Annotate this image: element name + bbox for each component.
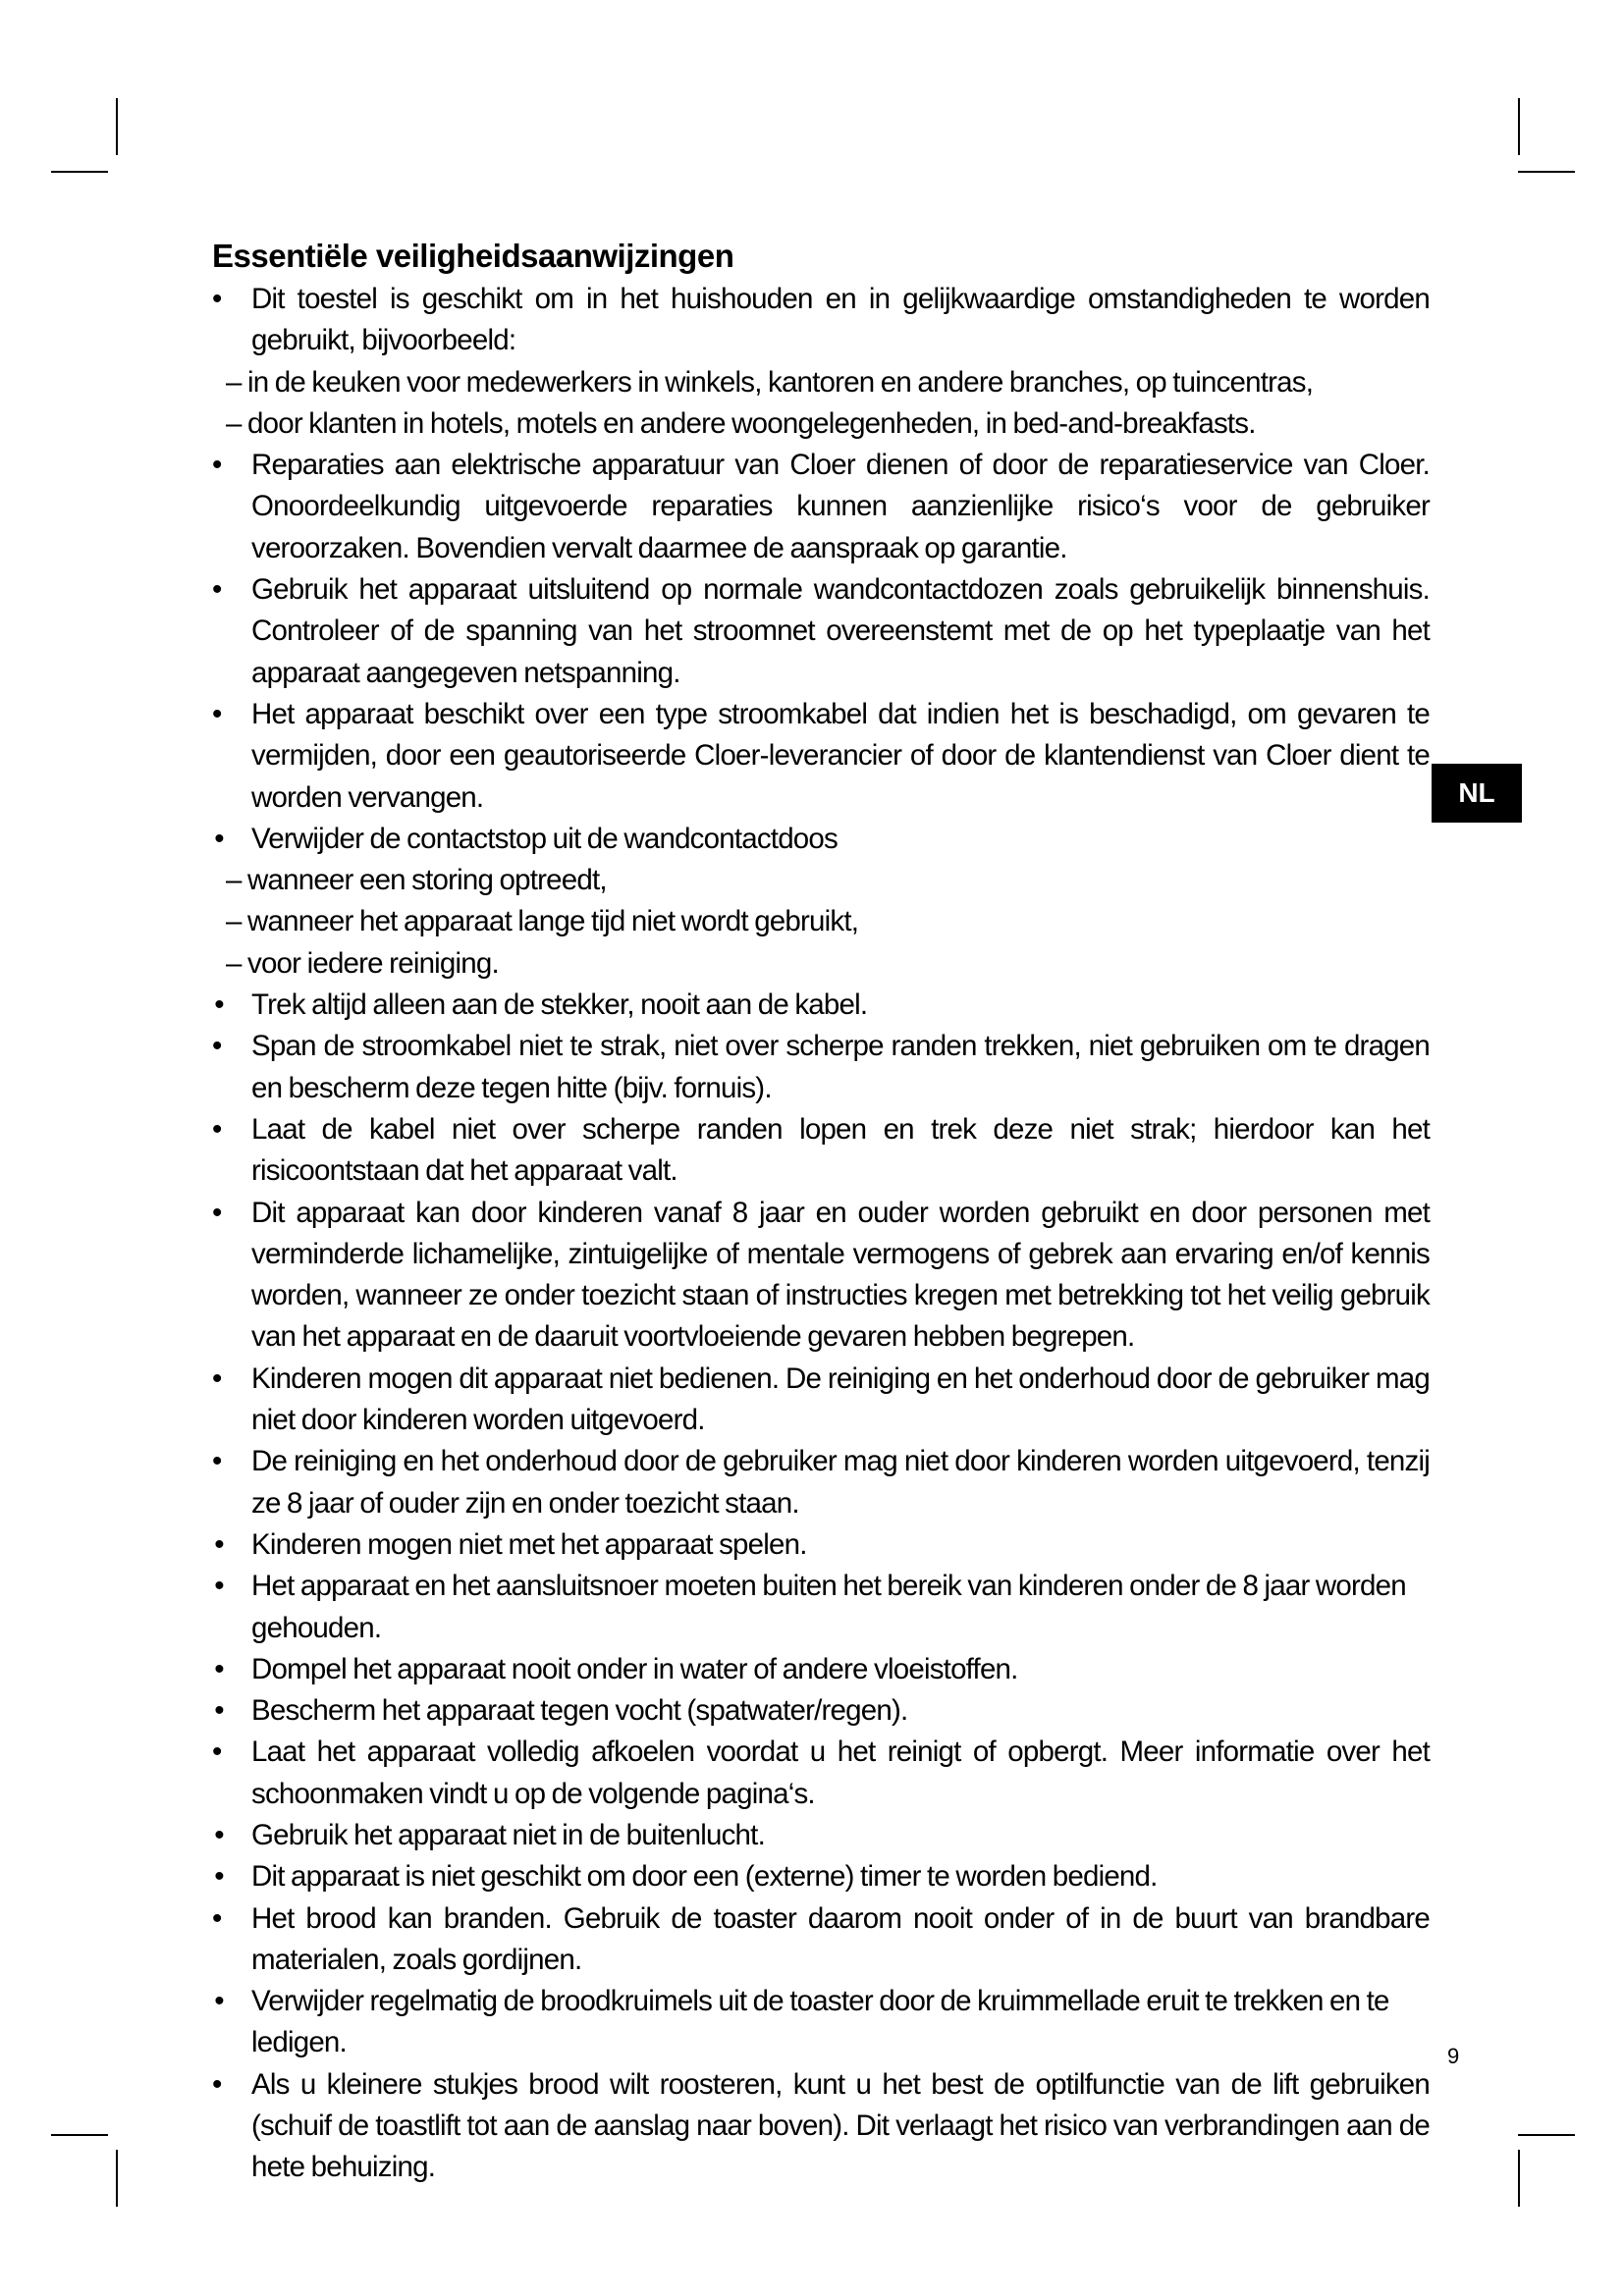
section-heading: Essentiële veiligheidsaanwijzingen (212, 238, 734, 274)
bullet-text: Gebruik het apparaat uitsluitend op normale wandcontactdozen zoals gebruikelijk binnenshuis. Controleer of de spanning van het stroomnet overeenstemt met de op het typeplaatje van het apparaat aangegeven netspanning. (251, 573, 1430, 689)
bullet-text: Het apparaat beschikt over een type stroomkabel dat indien het is beschadigd, om gevaren te vermijden, door een geautoriseerde Cloer-leverancier of door de klantendienst van Cloer dient te worden vervangen. (251, 697, 1430, 814)
bullet-item (212, 819, 1430, 860)
bullet-item (212, 2064, 1430, 2189)
bullet-text: Kinderen mogen niet met het apparaat spelen. (251, 1527, 807, 1561)
crop-mark (116, 2150, 118, 2207)
dash-item: – voor iedere reiniging. (226, 946, 499, 980)
bullet-marker: • (214, 822, 224, 855)
bullet-text: Dompel het apparaat nooit onder in water of andere vloeistoffen. (251, 1652, 1018, 1685)
bullet-item (212, 1193, 1430, 1359)
bullet-item (212, 1981, 1430, 2064)
bullet-item (212, 1109, 1430, 1193)
bullet-marker: • (214, 1527, 224, 1561)
bullet-marker: • (214, 1985, 224, 2018)
bullet-item (212, 1441, 1430, 1524)
bullet-marker: • (212, 1901, 222, 1935)
crop-mark (1518, 98, 1520, 155)
dash-item: – wanneer het apparaat lange tijd niet wordt gebruikt, (226, 905, 859, 938)
bullet-marker: • (212, 449, 222, 482)
bullet-text: Reparaties aan elektrische apparatuur van Cloer dienen of door de reparatieservice van Cloer. Onoordeelkundig uitgevoerde reparaties kunnen aanzienlijke risico‘s voor de gebruiker veroorzaken. Bovendien vervalt daarmee de aanspraak op garantie. (251, 449, 1430, 564)
bullet-text: Gebruik het apparaat niet in de buitenlucht. (251, 1818, 765, 1851)
bullet-marker: • (214, 988, 224, 1022)
bullet-item (212, 279, 1430, 362)
bullet-marker: • (214, 1652, 224, 1685)
bullet-marker: • (212, 1030, 222, 1063)
bullet-marker: • (214, 1818, 224, 1851)
language-tab: NL (1432, 764, 1522, 823)
bullet-item (212, 1898, 1430, 1982)
crop-mark (1518, 2134, 1575, 2136)
bullet-item (212, 1566, 1430, 1649)
bullet-text: Bescherm het apparaat tegen vocht (spatwater/regen). (251, 1694, 908, 1728)
bullet-item (212, 1026, 1430, 1109)
dash-item: – door klanten in hotels, motels en andere woongelegenheden, in bed-and-breakfasts. (226, 406, 1256, 440)
bullet-marker: • (212, 573, 222, 607)
bullet-item (212, 1649, 1430, 1690)
bullet-marker: • (214, 1570, 224, 1603)
crop-mark (51, 171, 108, 173)
bullet-marker: • (212, 1445, 222, 1478)
bullet-marker: • (214, 1860, 224, 1894)
bullet-text: Het apparaat en het aansluitsnoer moeten buiten het bereik van kinderen onder de 8 jaar worden gehouden. (251, 1570, 1406, 1644)
bullet-text: Dit apparaat kan door kinderen vanaf 8 jaar en ouder worden gebruikt en door personen met verminderde lichamelijke, zintuigelijke of mentale vermogens of gebrek aan ervaring en/of kennis worden, wanneer ze onder toezicht staan of instructies kregen met betrekking tot het veilig gebruik van het apparaat en de daaruit voortvloeiende gevaren hebben begrepen. (251, 1196, 1430, 1354)
bullet-text: Dit toestel is geschikt om in het huishouden en in gelijkwaardige omstandigheden te worden gebruikt, bijvoorbeeld: (251, 283, 1430, 357)
bullet-text: Dit apparaat is niet geschikt om door een (externe) timer te worden bediend. (251, 1860, 1158, 1894)
bullet-text: Verwijder de contactstop uit de wandcontactdoos (251, 822, 838, 855)
crop-mark (1518, 2150, 1520, 2207)
bullet-marker: • (212, 2067, 222, 2101)
crop-mark (116, 98, 118, 155)
bullet-text: Kinderen mogen dit apparaat niet bedienen. De reiniging en het onderhoud door de gebruiker mag niet door kinderen worden uitgevoerd. (251, 1362, 1430, 1437)
bullet-text: Als u kleinere stukjes brood wilt roosteren, kunt u het best de optilfunctie van de lift gebruiken (schuif de toastlift tot aan de aanslag naar boven). Dit verlaagt het risico van verbrandingen aan de hete behuizing. (251, 2067, 1430, 2184)
bullet-text: Verwijder regelmatig de broodkruimels uit de toaster door de kruimmellade eruit te trekken en te ledigen. (251, 1985, 1389, 2059)
bullet-item (212, 445, 1430, 569)
page-number: 9 (1447, 2044, 1460, 2068)
bullet-marker: • (212, 1735, 222, 1769)
crop-mark (51, 2134, 108, 2136)
safety-instructions (212, 236, 1430, 2189)
bullet-marker: • (214, 1694, 224, 1728)
bullet-item (212, 1856, 1430, 1897)
bullet-item (212, 1732, 1430, 1815)
crop-mark (1518, 171, 1575, 173)
bullet-marker: • (212, 283, 222, 315)
bullet-item (212, 569, 1430, 694)
bullet-item (212, 694, 1430, 819)
bullet-marker: • (212, 697, 222, 730)
bullet-item (212, 1359, 1430, 1442)
dash-item: – in de keuken voor medewerkers in winkels, kantoren en andere branches, op tuincentras, (226, 365, 1314, 399)
bullet-text: Het brood kan branden. Gebruik de toaster daarom nooit onder of in de buurt van brandbare materialen, zoals gordijnen. (251, 1901, 1430, 1976)
bullet-text: Laat de kabel niet over scherpe randen lopen en trek deze niet strak; hierdoor kan het risicoontstaan dat het apparaat valt. (251, 1112, 1430, 1188)
bullet-item (212, 985, 1430, 1026)
bullet-item (212, 1690, 1430, 1732)
bullet-item (212, 1815, 1430, 1856)
bullet-text: Laat het apparaat volledig afkoelen voordat u het reinigt of opbergt. Meer informatie over het schoonmaken vindt u op de volgende pagina‘s. (251, 1735, 1430, 1810)
bullet-item (212, 1524, 1430, 1566)
instructions-list (212, 279, 1430, 2189)
dash-item: – wanneer een storing optreedt, (226, 864, 607, 897)
bullet-marker: • (212, 1362, 222, 1395)
bullet-text: Trek altijd alleen aan de stekker, nooit aan de kabel. (251, 988, 868, 1022)
bullet-text: De reiniging en het onderhoud door de gebruiker mag niet door kinderen worden uitgevoerd, tenzij ze 8 jaar of ouder zijn en onder toezicht staan. (251, 1445, 1430, 1520)
bullet-marker: • (212, 1112, 222, 1146)
bullet-marker: • (212, 1196, 222, 1229)
bullet-text: Span de stroomkabel niet te strak, niet over scherpe randen trekken, niet gebruiken om te dragen en bescherm deze tegen hitte (bijv. fornuis). (251, 1030, 1430, 1104)
